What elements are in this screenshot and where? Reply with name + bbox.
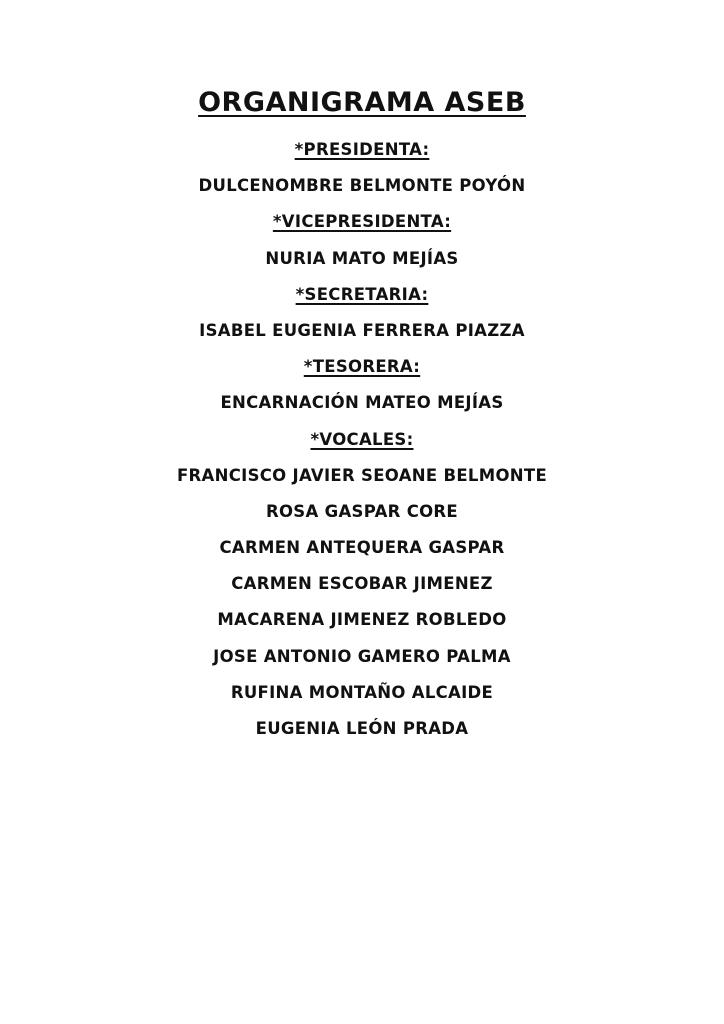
member-name: ISABEL EUGENIA FERRERA PIAZZA [199,320,525,340]
member-name: FRANCISCO JAVIER SEOANE BELMONTE [176,465,548,485]
member-name: ROSA GASPAR CORE [265,501,459,521]
org-chart-list [0,132,724,747]
member-name: JOSE ANTONIO GAMERO PALMA [213,646,511,666]
role-heading-vocales: *VOCALES: [310,429,414,449]
role-heading-vicepresidenta: *VICEPRESIDENTA: [272,212,452,232]
page-title-text: ORGANIGRAMA ASEB [198,87,526,118]
member-name: DULCENOMBRE BELMONTE POYÓN [198,176,526,196]
page-title [0,84,724,122]
role-heading-secretaria: *SECRETARIA: [295,284,429,304]
role-heading-presidenta: *PRESIDENTA: [294,140,430,159]
member-name: CARMEN ESCOBAR JIMENEZ [231,574,493,594]
member-name: EUGENIA LEÓN PRADA [255,719,469,738]
member-name: NURIA MATO MEJÍAS [265,248,459,268]
member-name: RUFINA MONTAÑO ALCAIDE [230,682,494,702]
role-heading-tesorera: *TESORERA: [303,357,421,377]
member-name: MACARENA JIMENEZ ROBLEDO [217,610,507,630]
member-name: ENCARNACIÓN MATEO MEJÍAS [220,393,504,413]
member-name: CARMEN ANTEQUERA GASPAR [219,538,505,558]
